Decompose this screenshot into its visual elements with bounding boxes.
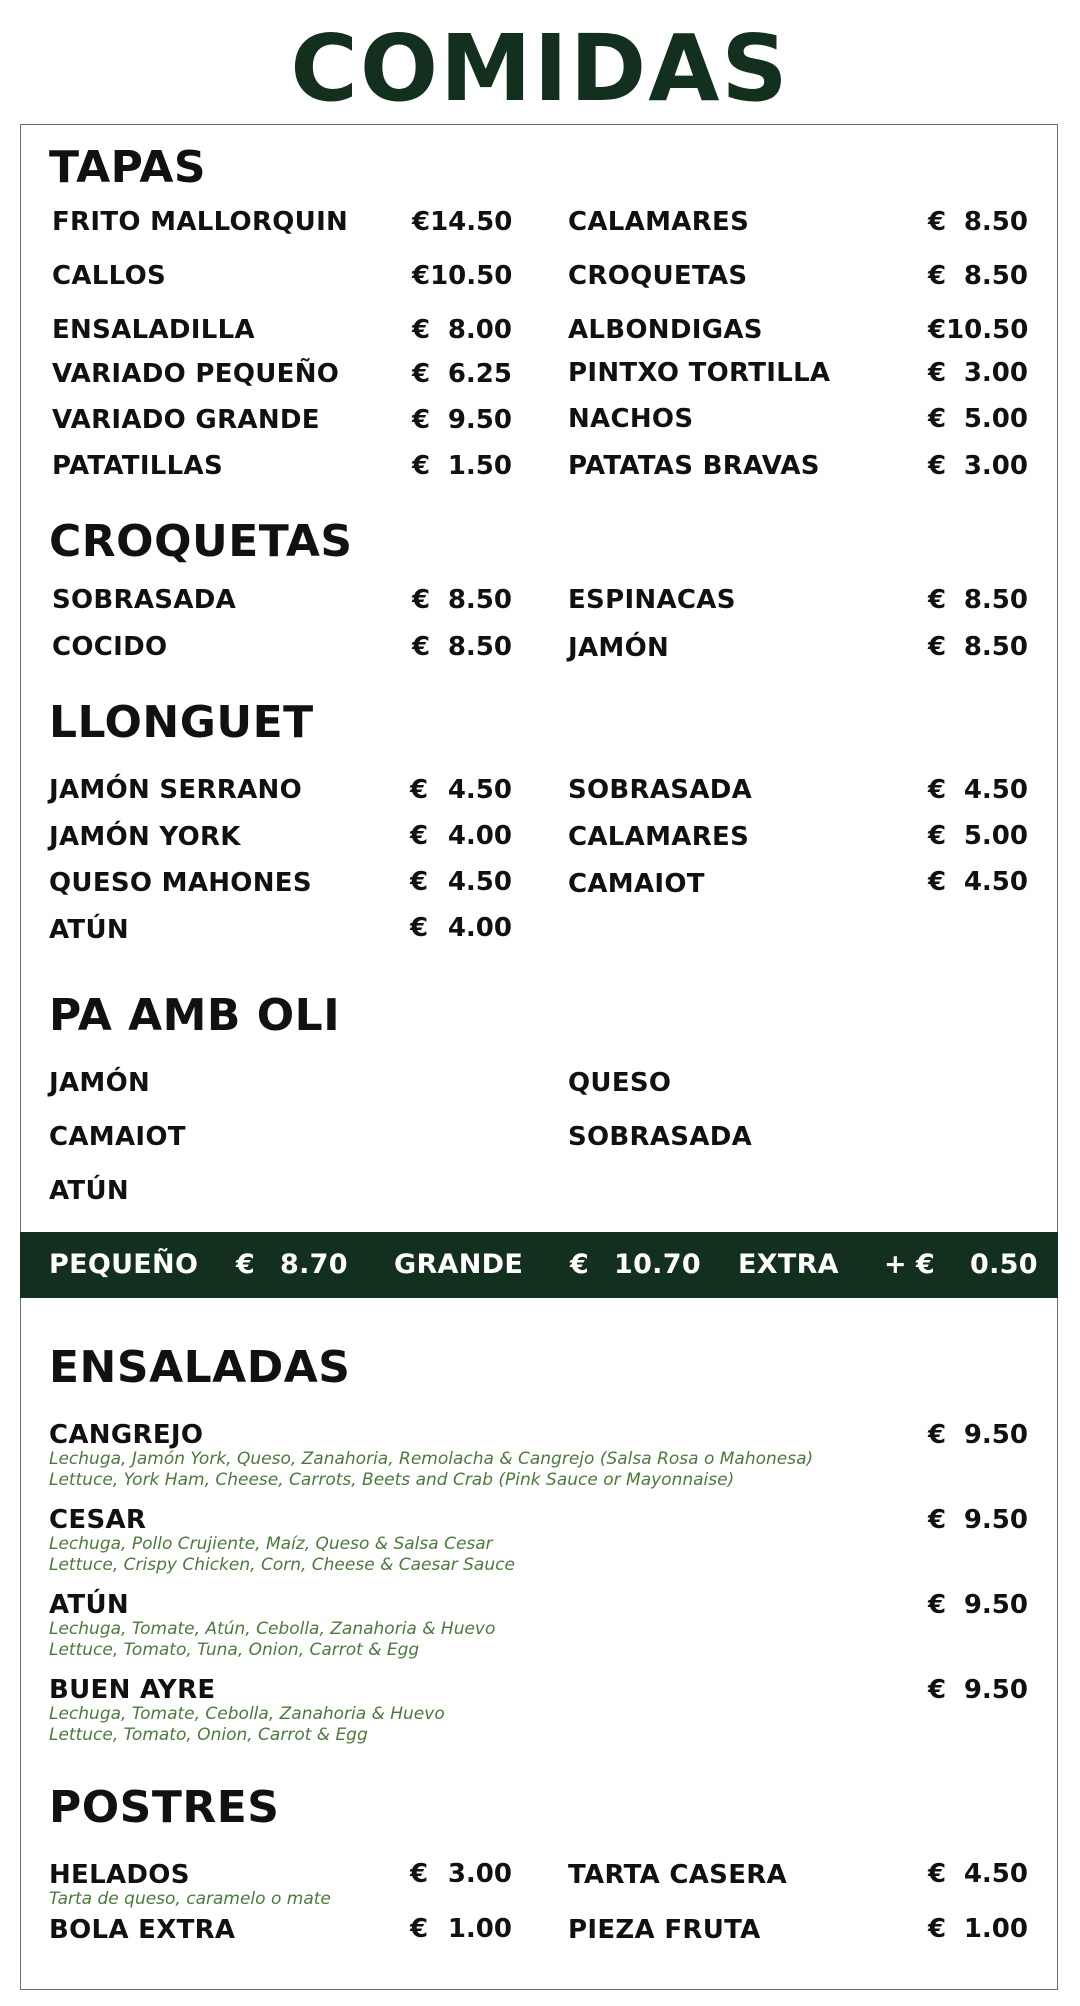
menu-item-price <box>410 819 512 853</box>
item-description-es: Lechuga, Tomate, Atún, Cebolla, Zanahoria & Huevo <box>49 1619 496 1639</box>
item-description-en: Lettuce, Crispy Chicken, Corn, Cheese & Caesar Sauce <box>49 1555 515 1575</box>
euro-sign: € <box>412 359 431 389</box>
menu-item-name: CANGREJO <box>49 1420 204 1450</box>
menu-item-name: BUEN AYRE <box>49 1675 216 1705</box>
euro-sign: € <box>928 775 947 805</box>
price-value: 4.00 <box>447 913 512 943</box>
price-value: 8.50 <box>963 632 1028 662</box>
menu-item-name: CROQUETAS <box>568 261 748 291</box>
menu-item-name: CAMAIOT <box>568 869 705 899</box>
menu-item-price <box>928 1912 1028 1946</box>
euro-sign: € <box>916 1249 936 1280</box>
euro-sign: € <box>928 632 947 662</box>
euro-sign: € <box>412 632 431 662</box>
euro-sign: € <box>928 315 947 345</box>
menu-item-name: PINTXO TORTILLA <box>568 358 831 388</box>
price-value: 9.50 <box>963 1590 1028 1620</box>
section-heading-pa-amb-oli: PA AMB OLI <box>49 990 341 1041</box>
pa-amb-oli-price-banner <box>20 1232 1058 1298</box>
plus-sign: + <box>884 1249 907 1280</box>
menu-item-price <box>928 402 1028 436</box>
menu-item-price <box>410 911 512 945</box>
price-value: 4.00 <box>447 821 512 851</box>
menu-item-name: CALAMARES <box>568 822 750 852</box>
euro-sign: € <box>928 404 947 434</box>
price-value: 9.50 <box>963 1675 1028 1705</box>
menu-title: COMIDAS <box>290 15 790 122</box>
price-value: 3.00 <box>963 451 1028 481</box>
menu-item-name: PATATILLAS <box>52 451 223 481</box>
item-description-es: Lechuga, Jamón York, Queso, Zanahoria, Remolacha & Cangrejo (Salsa Rosa o Mahonesa) <box>49 1449 814 1469</box>
euro-sign: € <box>928 1675 947 1705</box>
menu-item-price <box>412 630 512 664</box>
euro-sign: € <box>412 261 431 291</box>
price-value: 14.50 <box>430 207 513 237</box>
euro-sign: € <box>928 867 947 897</box>
menu-item-price <box>410 1912 512 1946</box>
menu-item-name: QUESO <box>568 1068 672 1098</box>
menu-item-name: VARIADO GRANDE <box>52 405 320 435</box>
size-label-extra: EXTRA <box>738 1249 839 1280</box>
price-value: 4.50 <box>963 1859 1028 1889</box>
euro-sign: € <box>412 405 431 435</box>
menu-item-price <box>412 205 512 239</box>
menu-item-name: HELADOS <box>49 1860 190 1890</box>
price-value: 3.00 <box>447 1859 512 1889</box>
menu-item-name: NACHOS <box>568 404 694 434</box>
price-value: 8.50 <box>963 261 1028 291</box>
euro-sign: € <box>928 261 947 291</box>
euro-sign: € <box>236 1249 256 1280</box>
euro-sign: € <box>410 821 429 851</box>
price-value: 9.50 <box>447 405 512 435</box>
menu-item-name: ENSALADILLA <box>52 315 255 345</box>
size-label-large: GRANDE <box>394 1249 524 1280</box>
menu-item-name: SOBRASADA <box>52 585 237 615</box>
price-value: 4.50 <box>963 867 1028 897</box>
menu-item-price <box>412 357 512 391</box>
menu-item-price <box>412 403 512 437</box>
menu-item-price <box>928 1673 1028 1707</box>
price-extra: 0.50 <box>970 1249 1038 1280</box>
price-value: 1.00 <box>447 1914 512 1944</box>
price-value: 3.00 <box>963 358 1028 388</box>
menu-item-name: ATÚN <box>49 1590 129 1620</box>
menu-item-name: FRITO MALLORQUIN <box>52 207 349 237</box>
item-description-en: Lettuce, Tomato, Onion, Carrot & Egg <box>49 1725 368 1745</box>
item-description-en: Lettuce, Tomato, Tuna, Onion, Carrot & Egg <box>49 1640 420 1660</box>
price-value: 5.00 <box>963 404 1028 434</box>
price-small: 8.70 <box>280 1249 348 1280</box>
section-heading-croquetas: CROQUETAS <box>49 516 353 567</box>
price-large: 10.70 <box>614 1249 701 1280</box>
euro-sign: € <box>928 1590 947 1620</box>
menu-item-name: CALLOS <box>52 261 167 291</box>
menu-item-price <box>412 259 512 293</box>
price-value: 1.50 <box>447 451 512 481</box>
price-value: 6.25 <box>447 359 512 389</box>
menu-item-name: COCIDO <box>52 632 168 662</box>
menu-item-name: ESPINACAS <box>568 585 736 615</box>
price-value: 8.50 <box>447 632 512 662</box>
price-value: 5.00 <box>963 821 1028 851</box>
menu-item-name: ATÚN <box>49 915 129 945</box>
price-value: 10.50 <box>946 315 1029 345</box>
euro-sign: € <box>410 1914 429 1944</box>
menu-item-price <box>928 1418 1028 1452</box>
menu-item-price <box>928 865 1028 899</box>
section-heading-ensaladas: ENSALADAS <box>49 1342 351 1393</box>
euro-sign: € <box>928 207 947 237</box>
menu-item-name: PATATAS BRAVAS <box>568 451 820 481</box>
euro-sign: € <box>928 358 947 388</box>
menu-item-price <box>928 630 1028 664</box>
euro-sign: € <box>928 585 947 615</box>
menu-item-name: VARIADO PEQUEÑO <box>52 359 340 389</box>
menu-item-price <box>928 1588 1028 1622</box>
price-value: 8.50 <box>447 585 512 615</box>
menu-item-price <box>928 205 1028 239</box>
menu-item-name: ALBONDIGAS <box>568 315 763 345</box>
euro-sign: € <box>928 1859 947 1889</box>
menu-item-name: CALAMARES <box>568 207 750 237</box>
menu-item-name: JAMÓN YORK <box>49 822 241 852</box>
menu-item-price <box>928 1503 1028 1537</box>
section-heading-tapas: TAPAS <box>49 142 207 193</box>
price-value: 1.00 <box>963 1914 1028 1944</box>
menu-item-name: TARTA CASERA <box>568 1860 788 1890</box>
menu-item-price <box>410 1857 512 1891</box>
price-value: 4.50 <box>447 867 512 897</box>
menu-item-name: JAMÓN SERRANO <box>49 775 302 805</box>
menu-item-name: JAMÓN <box>49 1068 151 1098</box>
menu-item-name: ATÚN <box>49 1176 129 1206</box>
price-value: 10.50 <box>430 261 513 291</box>
price-value: 4.50 <box>447 775 512 805</box>
euro-sign: € <box>410 867 429 897</box>
item-description-es: Lechuga, Pollo Crujiente, Maíz, Queso & Salsa Cesar <box>49 1534 493 1554</box>
price-value: 8.50 <box>963 207 1028 237</box>
euro-sign: € <box>410 775 429 805</box>
menu-item-price <box>928 773 1028 807</box>
menu-item-name: SOBRASADA <box>568 1122 753 1152</box>
menu-item-price <box>928 1857 1028 1891</box>
menu-item-price <box>928 259 1028 293</box>
item-description-en: Lettuce, York Ham, Cheese, Carrots, Beets and Crab (Pink Sauce or Mayonnaise) <box>49 1470 735 1490</box>
menu-item-name: PIEZA FRUTA <box>568 1915 761 1945</box>
euro-sign: € <box>928 1914 947 1944</box>
euro-sign: € <box>928 1420 947 1450</box>
menu-item-name: CESAR <box>49 1505 147 1535</box>
euro-sign: € <box>412 585 431 615</box>
menu-item-price <box>412 583 512 617</box>
menu-item-price <box>412 313 512 347</box>
euro-sign: € <box>412 207 431 237</box>
menu-item-price <box>928 356 1028 390</box>
menu-item-price <box>410 865 512 899</box>
price-value: 8.00 <box>447 315 512 345</box>
euro-sign: € <box>928 821 947 851</box>
euro-sign: € <box>928 1505 947 1535</box>
menu-item-price <box>928 449 1028 483</box>
euro-sign: € <box>412 315 431 345</box>
menu-item-name: BOLA EXTRA <box>49 1915 236 1945</box>
menu-item-price <box>410 773 512 807</box>
menu-item-name: QUESO MAHONES <box>49 868 312 898</box>
price-value: 8.50 <box>963 585 1028 615</box>
item-note: Tarta de queso, caramelo o mate <box>49 1889 331 1909</box>
size-label-small: PEQUEÑO <box>49 1249 199 1280</box>
price-value: 9.50 <box>963 1420 1028 1450</box>
section-heading-llonguet: LLONGUET <box>49 697 314 748</box>
item-description-es: Lechuga, Tomate, Cebolla, Zanahoria & Huevo <box>49 1704 445 1724</box>
price-value: 4.50 <box>963 775 1028 805</box>
menu-item-name: SOBRASADA <box>568 775 753 805</box>
price-value: 9.50 <box>963 1505 1028 1535</box>
menu-item-price <box>412 449 512 483</box>
euro-sign: € <box>410 913 429 943</box>
section-heading-postres: POSTRES <box>49 1782 280 1833</box>
euro-sign: € <box>412 451 431 481</box>
euro-sign: € <box>410 1859 429 1889</box>
menu-item-name: JAMÓN <box>568 633 670 663</box>
menu-item-price <box>928 583 1028 617</box>
menu-item-price <box>928 819 1028 853</box>
euro-sign: € <box>570 1249 590 1280</box>
menu-item-price <box>928 313 1028 347</box>
menu-item-name: CAMAIOT <box>49 1122 186 1152</box>
euro-sign: € <box>928 451 947 481</box>
